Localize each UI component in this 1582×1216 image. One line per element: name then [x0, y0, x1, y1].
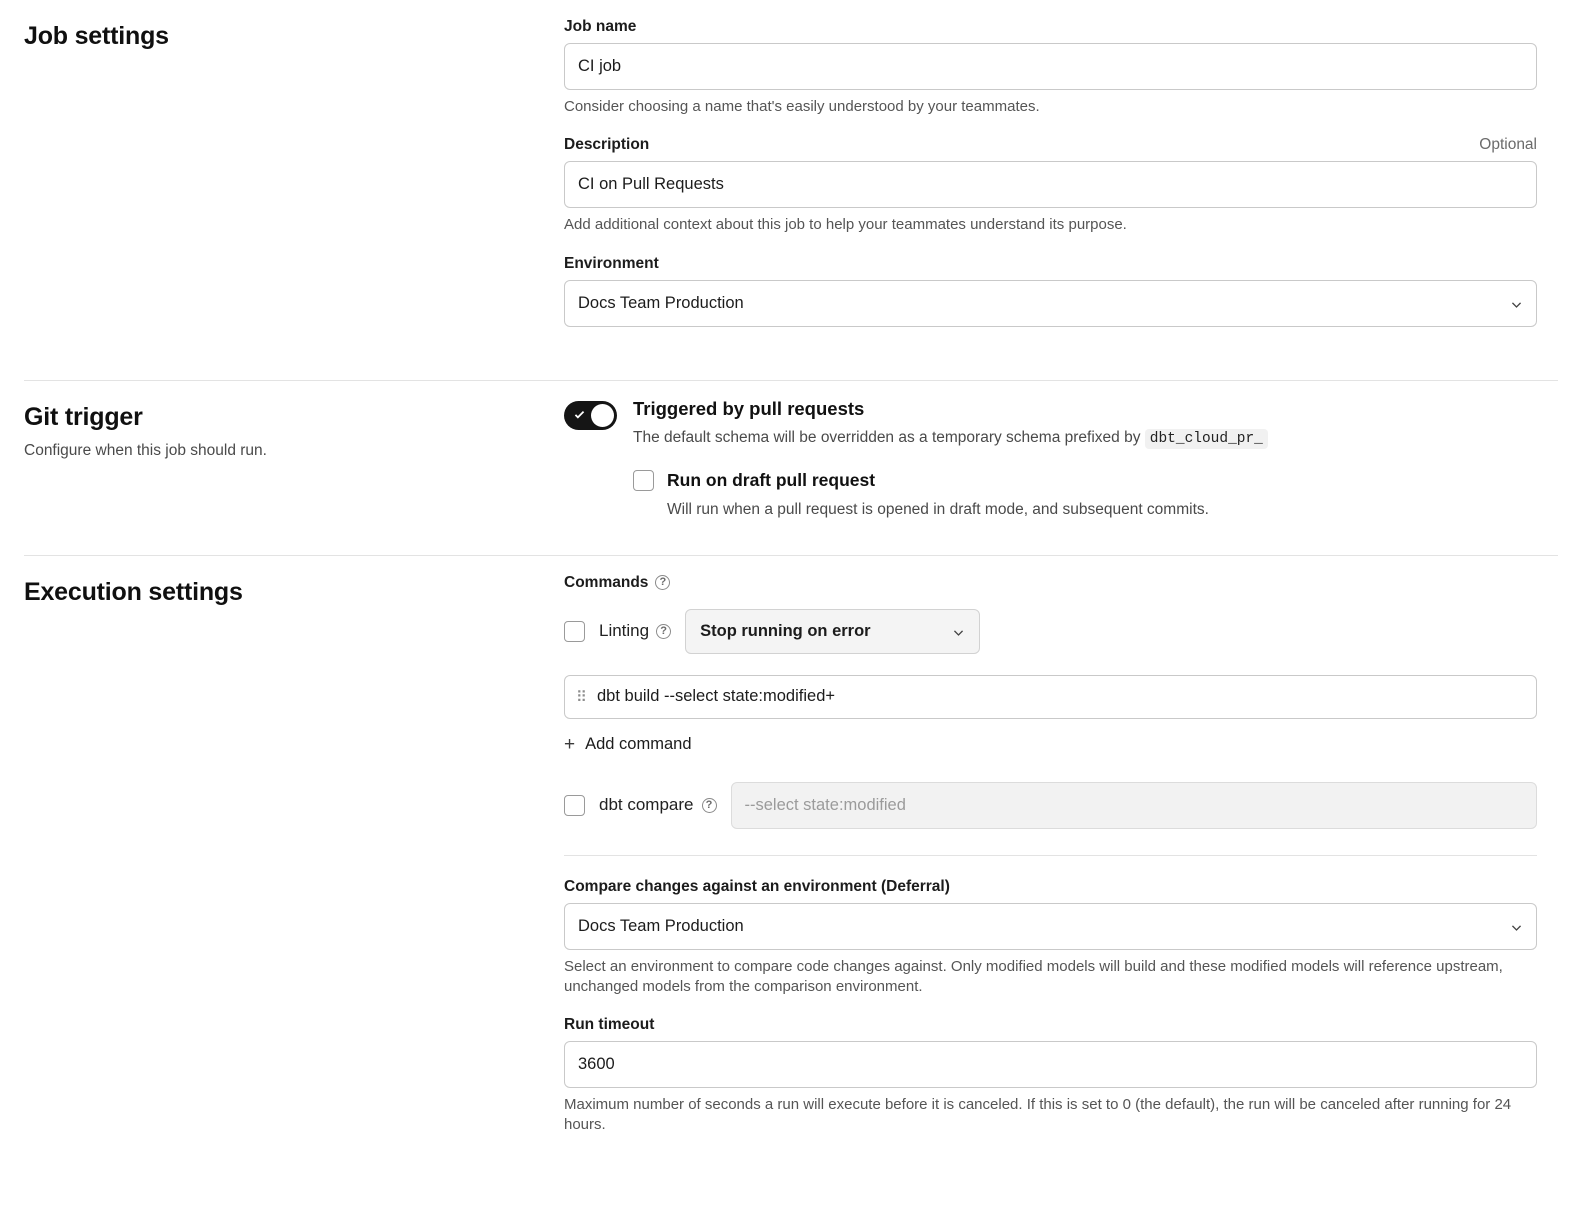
linting-label: Linting	[599, 621, 650, 641]
environment-field	[564, 255, 1537, 327]
linting-error-mode-select[interactable]	[685, 609, 980, 654]
toggle-knob	[591, 404, 614, 427]
chevron-down-icon	[952, 625, 965, 638]
add-command-button[interactable]	[564, 735, 692, 754]
run-on-draft-pull-request-checkbox[interactable]	[633, 470, 654, 491]
git-trigger-section	[0, 381, 1582, 555]
run-timeout-input[interactable]: 3600	[564, 1041, 1537, 1088]
job-settings-heading-column	[24, 0, 564, 380]
run-timeout-field	[564, 1016, 1537, 1136]
job-settings-title: Job settings	[24, 22, 169, 50]
dbt-compare-input[interactable]: --select state:modified	[731, 782, 1538, 829]
deferral-selected-value: Docs Team Production	[578, 916, 744, 935]
linting-row	[564, 609, 1537, 654]
deferral-field	[564, 878, 1537, 998]
environment-select[interactable]	[564, 280, 1537, 327]
execution-settings-section	[0, 556, 1582, 1189]
description-input[interactable]: CI on Pull Requests	[564, 161, 1537, 208]
deferral-environment-select[interactable]	[564, 903, 1537, 950]
dbt-compare-label-group	[599, 795, 717, 815]
dbt-compare-label: dbt compare	[599, 795, 694, 815]
commands-label-row	[564, 574, 1537, 592]
pull-request-toggle-row	[564, 399, 1537, 521]
job-settings-form	[564, 0, 1558, 380]
git-trigger-form	[564, 381, 1558, 555]
linting-label-group	[599, 621, 671, 641]
environment-label: Environment	[564, 254, 659, 272]
job-name-helper: Consider choosing a name that's easily understood by your teammates.	[564, 98, 1040, 115]
pull-request-toggle-label: Triggered by pull requests	[633, 397, 865, 419]
command-row	[564, 675, 1537, 719]
job-name-label: Job name	[564, 18, 637, 35]
linting-checkbox[interactable]	[564, 621, 585, 642]
description-label: Description	[564, 136, 650, 154]
git-trigger-title: Git trigger	[24, 402, 143, 431]
deferral-helper: Select an environment to compare code changes against. Only modified models will build and these modified models will reference upstream, unchanged models from the comparison environment.	[564, 957, 1503, 995]
execution-settings-title: Execution settings	[24, 577, 243, 606]
chevron-down-icon	[1510, 920, 1523, 933]
description-label-row	[564, 136, 1537, 161]
run-timeout-helper: Maximum number of seconds a run will execute before it is canceled. If this is set to 0 (the default), the run will be canceled after running for 24 hours.	[564, 1096, 1512, 1134]
pull-request-toggle-text	[633, 399, 1268, 521]
git-trigger-subtitle: Configure when this job should run.	[24, 441, 267, 459]
pull-request-description-text: The default schema will be overridden as a temporary schema prefixed by	[633, 428, 1141, 446]
question-mark-icon[interactable]: ?	[655, 575, 670, 590]
deferral-label: Compare changes against an environment (Deferral)	[564, 877, 950, 895]
linting-error-mode-value: Stop running on error	[700, 621, 871, 640]
triggered-by-pull-requests-toggle[interactable]	[564, 401, 617, 430]
description-helper: Add additional context about this job to help your teammates understand its purpose.	[564, 216, 1127, 234]
command-value: dbt build --select state:modified+	[597, 687, 836, 706]
schema-prefix-code: dbt_cloud_pr_	[1145, 429, 1268, 449]
environment-selected-value: Docs Team Production	[578, 293, 744, 312]
draft-pull-request-row	[633, 470, 1268, 520]
command-input[interactable]	[564, 675, 1537, 719]
job-name-input[interactable]: CI job	[564, 43, 1537, 90]
question-mark-icon[interactable]: ?	[656, 624, 671, 639]
git-trigger-heading-column	[24, 381, 564, 555]
commands-label: Commands	[564, 573, 649, 591]
description-field	[564, 136, 1537, 235]
drag-handle-icon[interactable]: ⠿	[576, 688, 586, 706]
question-mark-icon[interactable]: ?	[702, 798, 717, 813]
add-command-label: Add command	[585, 734, 692, 753]
dbt-compare-checkbox[interactable]	[564, 795, 585, 816]
run-on-draft-pull-request-label: Run on draft pull request	[667, 470, 876, 491]
dbt-compare-row	[564, 782, 1537, 829]
check-icon	[573, 408, 586, 421]
draft-pull-request-text	[667, 470, 1209, 520]
description-optional-tag: Optional	[1479, 136, 1537, 154]
execution-settings-form	[564, 556, 1558, 1189]
execution-settings-heading-column	[24, 556, 564, 1189]
chevron-down-icon	[1510, 297, 1523, 310]
run-timeout-label: Run timeout	[564, 1016, 655, 1034]
execution-sub-divider	[564, 855, 1537, 856]
job-settings-section	[0, 0, 1582, 380]
job-name-field	[564, 18, 1537, 117]
pull-request-toggle-description	[633, 428, 1268, 450]
run-on-draft-pull-request-description: Will run when a pull request is opened in draft mode, and subsequent commits.	[667, 500, 1209, 518]
plus-icon: +	[564, 733, 576, 755]
